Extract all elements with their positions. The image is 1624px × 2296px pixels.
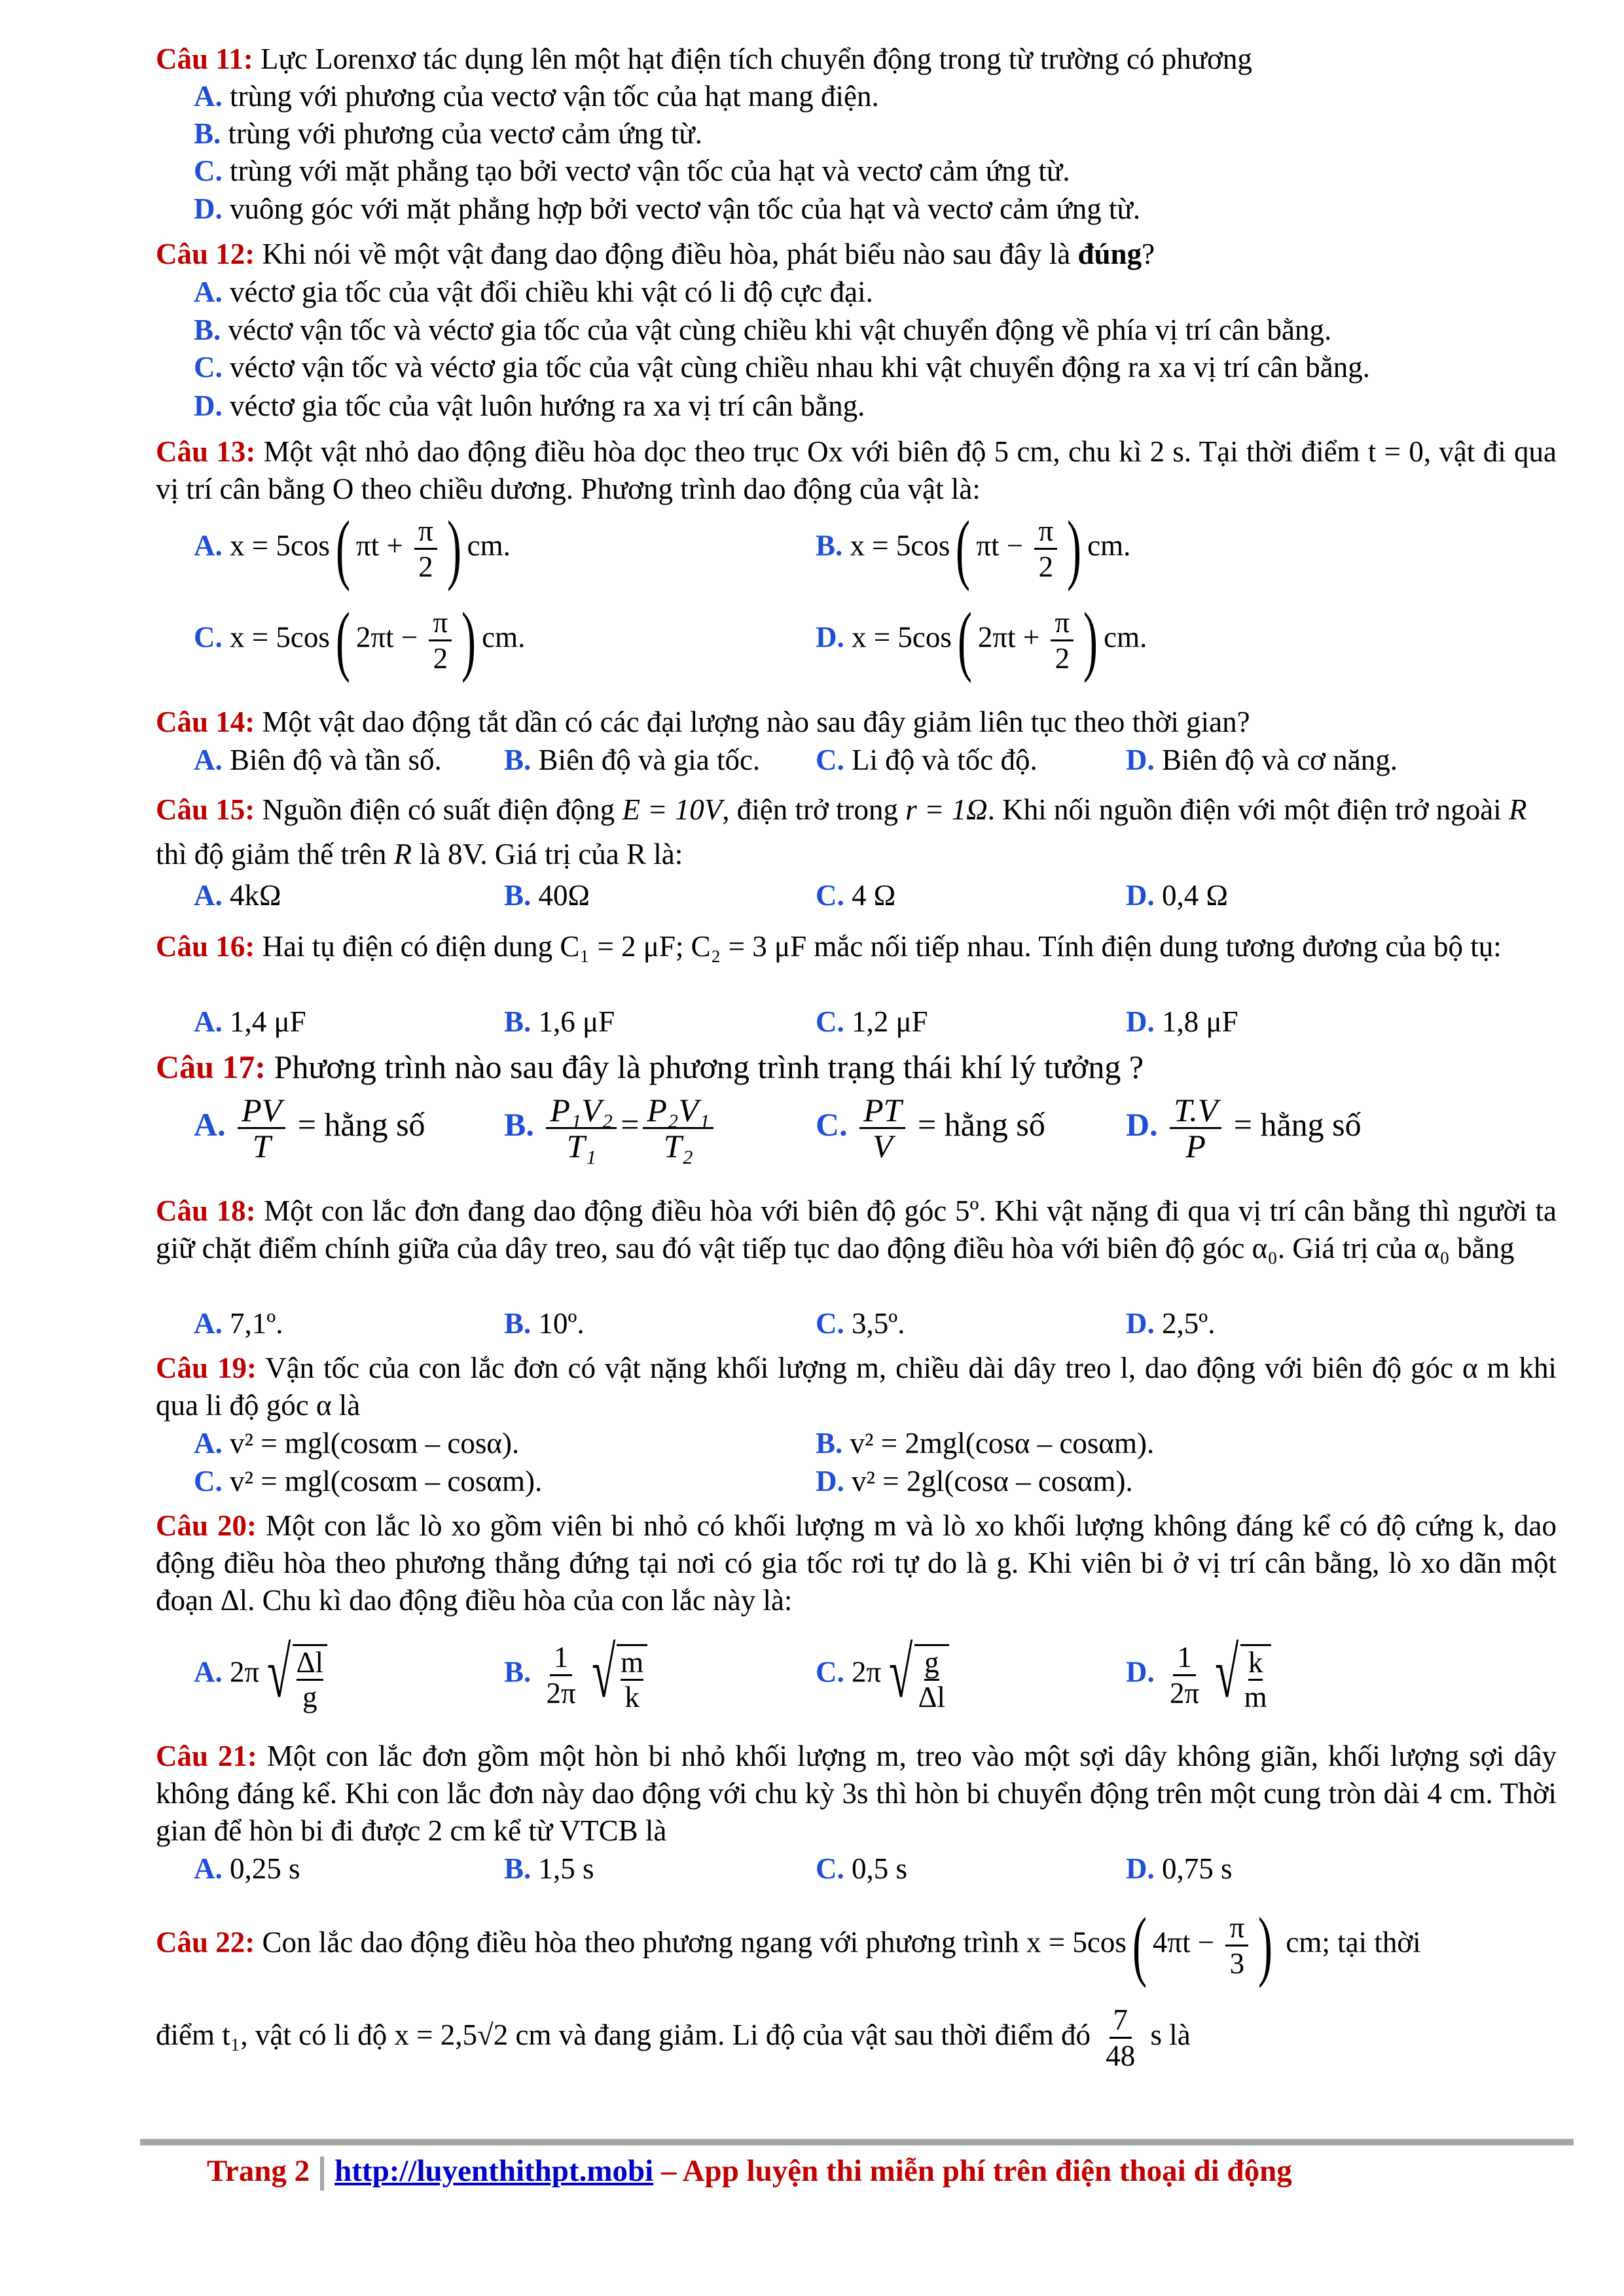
option-c[interactable]: C. x = 5cos( 2πt − $\frac{\pi}{2}$ ) cm.	[194, 596, 526, 683]
option-b[interactable]: B. 1,6 μF	[504, 1005, 615, 1038]
option-a[interactable]: A. 1,4 μF	[194, 1005, 306, 1038]
question-text: Lực Lorenxơ tác dụng lên một hạt điện tích chuyển động trong từ trường có phương	[261, 43, 1252, 75]
option-b[interactable]: B. v² = 2mgl(cosα – cosαm).	[816, 1427, 1155, 1460]
website-link[interactable]: http://luyenthithpt.mobi	[334, 2154, 654, 2188]
option-c[interactable]: C. véctơ vận tốc và véctơ gia tốc của vật cùng chiều nhau khi vật chuyển động ra xa vị trí cân bằng.	[194, 351, 1370, 384]
page-footer	[207, 2153, 1292, 2191]
option-c[interactable]: C. v² = mgl(cosαm – cosαm).	[194, 1465, 543, 1498]
footer-separator	[320, 2157, 324, 2191]
option-a[interactable]: A. 0,25 s	[194, 1852, 300, 1885]
option-d[interactable]: D. vuông góc với mặt phẳng hợp bởi vectơ vận tốc của hạt và vectơ cảm ứng từ.	[194, 192, 1141, 225]
option-d[interactable]: D. 1,8 μF	[1126, 1005, 1238, 1038]
option-b[interactable]: B. $\frac{\text{P₁V₂}}{\text{T₁}}$ = $\frac{\text{P₂V₁}}{\text{T₂}}$	[504, 1093, 717, 1163]
option-d[interactable]: D. v² = 2gl(cosα – cosαm).	[816, 1465, 1133, 1498]
option-a[interactable]: A. trùng với phương của vectơ vận tốc của hạt mang điện.	[194, 80, 879, 113]
option-b[interactable]: B. 10º.	[504, 1307, 585, 1340]
question-14: Câu 14: Một vật dao động tắt dần có các đại lượng nào sau đây giảm liên tục theo thời gian?	[156, 706, 1250, 738]
option-a[interactable]: A. 2π √ Δl g	[194, 1636, 327, 1713]
option-d[interactable]: D. 0,4 Ω	[1126, 879, 1228, 912]
question-19: Câu 19: Vận tốc của con lắc đơn có vật nặng khối lượng m, chiều dài dây treo l, dao động với biên độ góc α m khi qua li độ góc α là	[156, 1352, 1557, 1422]
question-12: Câu 12: Khi nói về một vật đang dao động điều hòa, phát biểu nào sau đây là đúng?	[156, 238, 1155, 270]
option-a[interactable]: A. 7,1º.	[194, 1307, 283, 1340]
option-d[interactable]: D. $\frac{1}{2\pi}$ √ k m	[1126, 1636, 1271, 1713]
option-b[interactable]: B. $\frac{1}{2\pi}$ √ m k	[504, 1636, 647, 1713]
option-c[interactable]: C. 3,5º.	[816, 1307, 905, 1340]
question-number: Câu 11:	[156, 43, 253, 75]
option-d[interactable]: D. 0,75 s	[1126, 1852, 1233, 1885]
option-a[interactable]: A. 4kΩ	[194, 879, 281, 912]
question-15: Câu 15: Nguồn điện có suất điện động E = 10V, điện trở trong r = 1Ω. Khi nối nguồn điện với một điện trở ngoài R thì độ giảm thế trên R là 8V. Giá trị của R là:	[156, 793, 1527, 870]
question-22: Câu 22: Con lắc dao động điều hòa theo phương ngang với phương trình x = 5cos( 4πt − $\frac{\pi}{3}$ ) cm; tại thời	[156, 1901, 1421, 1988]
question-16: Câu 16: Hai tụ điện có điện dung C₁ = 2 μF; C₂ = 3 μF mắc nối tiếp nhau. Tính điện dung tương đương của bộ tụ:	[156, 930, 1502, 963]
question-13: Câu 13: Một vật nhỏ dao động điều hòa dọc theo trục Ox với biên độ 5 cm, chu kì 2 s. Tại thời điểm t = 0, vật đi qua vị trí cân bằng O theo chiều dương. Phương trình dao động của vật là:	[156, 435, 1557, 505]
footer-divider	[140, 2139, 1574, 2145]
option-a[interactable]: A. $\frac{PV}{T}$ = hằng số	[194, 1092, 425, 1164]
question-21: Câu 21: Một con lắc đơn gồm một hòn bi nhỏ khối lượng m, treo vào một sợi dây không giãn, khối lượng sợi dây không đáng kể. Khi con lắc đơn này dao động với chu kỳ 3s thì hòn bi chuyển động trên một cung tròn dài 4 cm. Thời gian để hòn bi đi được 2 cm kể từ VTCB là	[156, 1740, 1557, 1847]
option-a[interactable]: A. Biên độ và tần số.	[194, 744, 442, 776]
option-b[interactable]: B. x = 5cos( πt − $\frac{\pi}{2}$ ) cm.	[816, 505, 1131, 592]
question-18: Câu 18: Một con lắc đơn đang dao động điều hòa với biên độ góc 5º. Khi vật nặng đi qua vị trí cân bằng thì người ta giữ chặt điểm chính giữa của dây treo, sau đó vật tiếp tục dao động điều hòa với biên độ góc α₀. Giá trị của α₀ bằng	[156, 1194, 1557, 1265]
page-number: Trang 2	[207, 2154, 310, 2188]
option-d[interactable]: D. véctơ gia tốc của vật luôn hướng ra xa vị trí cân bằng.	[194, 389, 865, 422]
option-c[interactable]: C. trùng với mặt phẳng tạo bởi vectơ vận tốc của hạt và vectơ cảm ứng từ.	[194, 154, 1070, 187]
option-c[interactable]: C. 2π √ g Δl	[816, 1636, 949, 1713]
question-17: Câu 17: Phương trình nào sau đây là phương trình trạng thái khí lý tưởng ?	[156, 1049, 1144, 1085]
option-b[interactable]: B. trùng với phương của vectơ cảm ứng từ.	[194, 117, 702, 150]
question-22-cont: điểm t₁, vật có li độ x = 2,5√2 cm và đang giảm. Li độ của vật sau thời điểm đó $\frac{7}{48}$ s là	[156, 2003, 1191, 2072]
option-b[interactable]: B. 40Ω	[504, 879, 590, 912]
footer-tagline: – App luyện thi miễn phí trên điện thoại di động	[660, 2154, 1292, 2188]
option-c[interactable]: C. 4 Ω	[816, 879, 896, 912]
question-20: Câu 20: Một con lắc lò xo gồm viên bi nhỏ có khối lượng m và lò xo khối lượng không đáng kể có độ cứng k, dao động điều hòa theo phương thẳng đứng tại nơi có gia tốc rơi tự do là g. Khi viên bi ở vị trí cân bằng, lò xo dãn một đoạn Δl. Chu kì dao động điều hòa của con lắc này là:	[156, 1509, 1557, 1617]
option-d[interactable]: D. x = 5cos( 2πt + $\frac{\pi}{2}$ ) cm.	[816, 596, 1147, 683]
option-c[interactable]: C. 1,2 μF	[816, 1005, 928, 1038]
question-11	[156, 41, 1557, 78]
option-d[interactable]: D. 2,5º.	[1126, 1307, 1216, 1340]
option-d[interactable]: D. $\frac{T.V}{P}$ = hằng số	[1126, 1092, 1362, 1164]
option-c[interactable]: C. $\frac{PT}{V}$ = hằng số	[816, 1092, 1045, 1164]
option-a[interactable]: A. x = 5cos( πt + $\frac{\pi}{2}$ ) cm.	[194, 505, 511, 592]
option-b[interactable]: B. 1,5 s	[504, 1852, 594, 1885]
option-b[interactable]: B. Biên độ và gia tốc.	[504, 744, 761, 776]
option-a[interactable]: A. v² = mgl(cosαm – cosα).	[194, 1427, 520, 1460]
option-a[interactable]: A. véctơ gia tốc của vật đổi chiều khi vật có li độ cực đại.	[194, 276, 873, 308]
option-b[interactable]: B. véctơ vận tốc và véctơ gia tốc của vật cùng chiều khi vật chuyển động về phía vị trí cân bằng.	[194, 314, 1332, 346]
option-d[interactable]: D. Biên độ và cơ năng.	[1126, 744, 1398, 776]
option-c[interactable]: C. 0,5 s	[816, 1852, 908, 1885]
option-c[interactable]: C. Li độ và tốc độ.	[816, 744, 1038, 776]
